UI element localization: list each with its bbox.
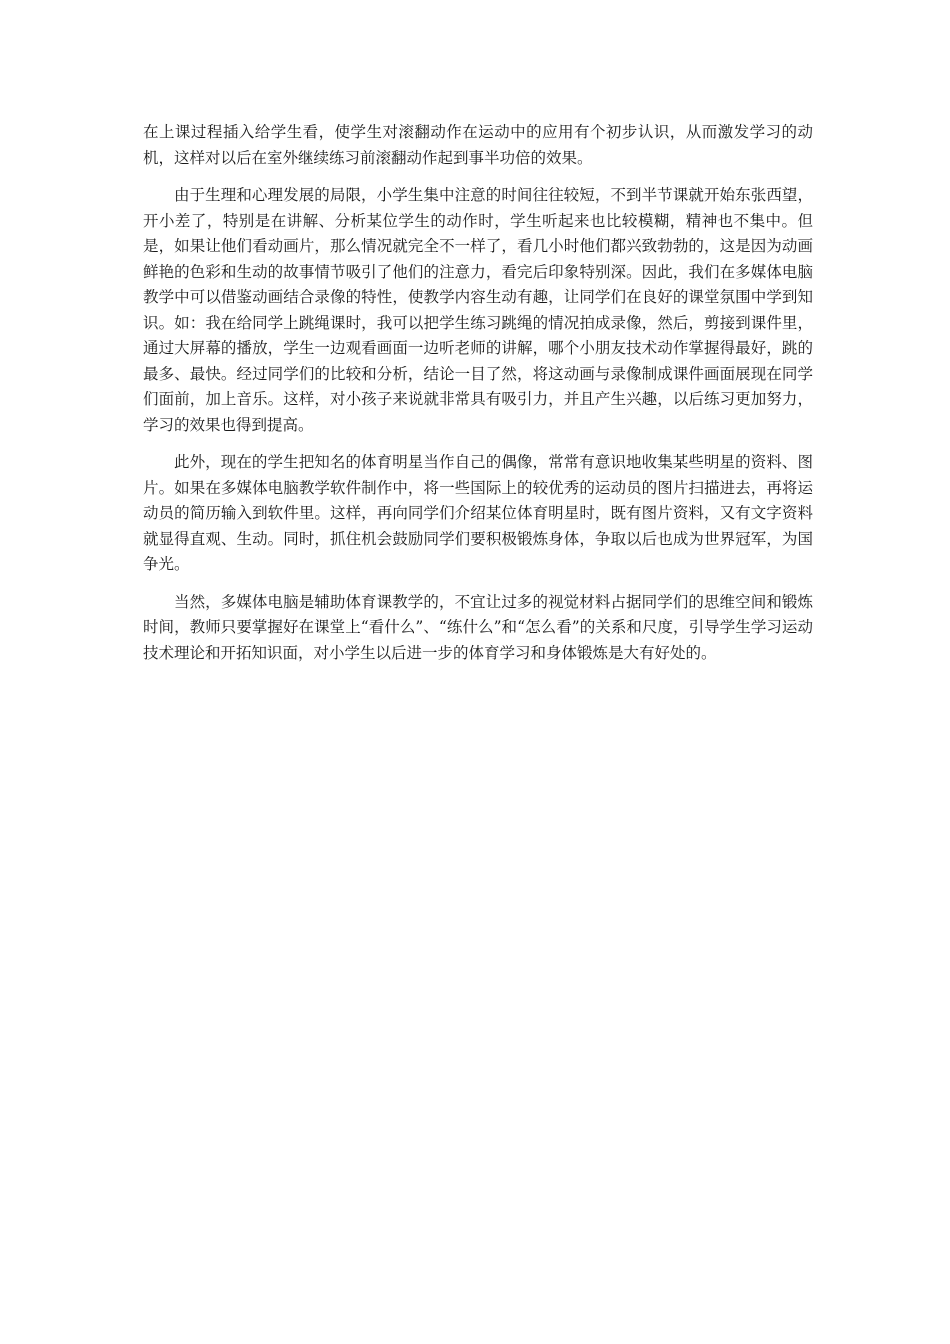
paragraph-continuation: 在上课过程插入给学生看，使学生对滚翻动作在运动中的应用有个初步认识，从而激发学习的动机，这样对以后在室外继续练习前滚翻动作起到事半功倍的效果。 bbox=[143, 123, 813, 167]
paragraph-conclusion: 当然，多媒体电脑是辅助体育课教学的，不宜让过多的视觉材料占据同学们的思维空间和锻炼时间，教师只要掌握好在课堂上“看什么”、“练什么”和“怎么看”的关系和尺度，引导学生学习运动技术理论和开拓知识面，对小学生以后进一步的体育学习和身体锻炼是大有好处的。 bbox=[143, 592, 813, 662]
paragraph-sports-stars: 此外，现在的学生把知名的体育明星当作自己的偶像，常常有意识地收集某些明星的资料、图片。如果在多媒体电脑教学软件制作中，将一些国际上的较优秀的运动员的图片扫描进去，再将运动员的简历输入到软件里。这样，再向同学们介绍某位体育明星时，既有图片资料，又有文字资料就显得直观、生动。同时，抓住机会鼓励同学们要积极锻炼身体，争取以后也成为世界冠军，为国争光。 bbox=[143, 453, 813, 573]
document-page bbox=[143, 120, 813, 678]
paragraph-animation-attention: 由于生理和心理发展的局限，小学生集中注意的时间往往较短，不到半节课就开始东张西望，开小差了，特别是在讲解、分析某位学生的动作时，学生听起来也比较模糊，精神也不集中。但是，如果让他们看动画片，那么情况就完全不一样了，看几小时他们都兴致勃勃的，这是因为动画鲜艳的色彩和生动的故事情节吸引了他们的注意力，看完后印象特别深。因此，我们在多媒体电脑教学中可以借鉴动画结合录像的特性，使教学内容生动有趣，让同学们在良好的课堂氛围中学到知识。如：我在给同学上跳绳课时，我可以把学生练习跳绳的情况拍成录像，然后，剪接到课件里，通过大屏幕的播放，学生一边观看画面一边听老师的讲解，哪个小朋友技术动作掌握得最好，跳的最多、最快。经过同学们的比较和分析，结论一目了然，将这动画与录像制成课件画面展现在同学们面前，加上音乐。这样，对小孩子来说就非常具有吸引力，并且产生兴趣，以后练习更加努力，学习的效果也得到提高。 bbox=[143, 186, 813, 434]
